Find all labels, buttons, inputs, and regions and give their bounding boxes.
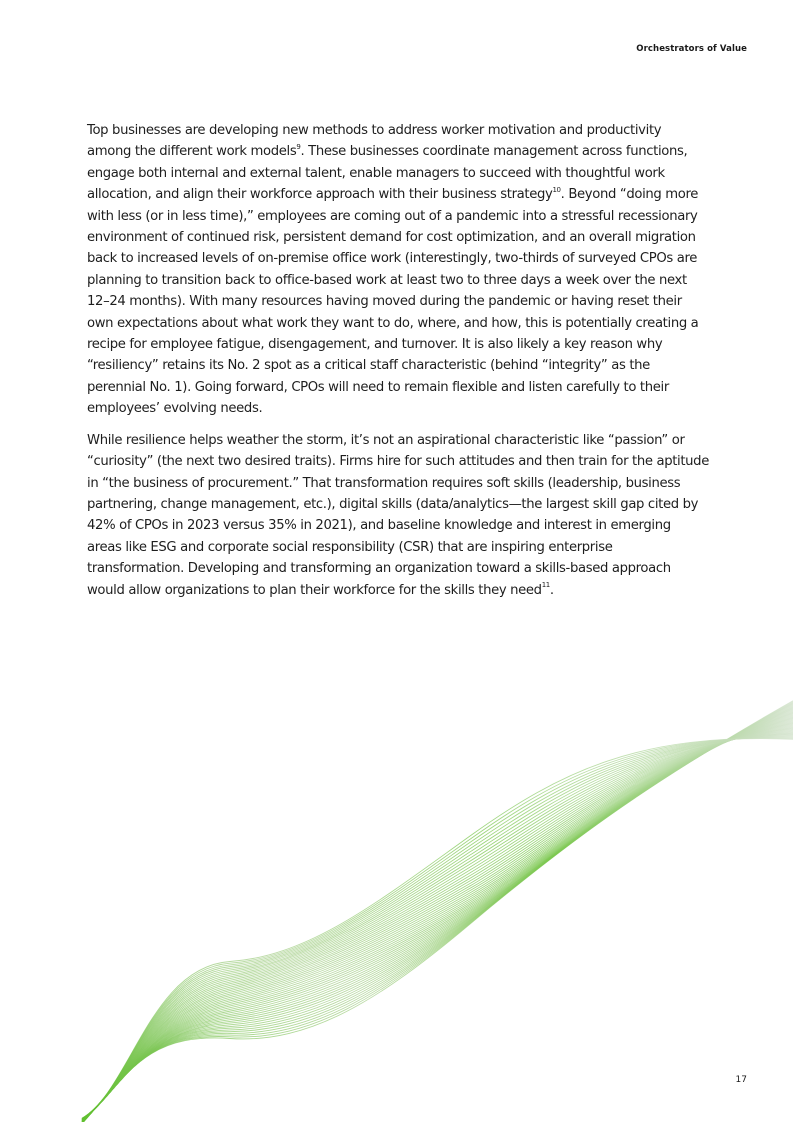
wave-line (82, 728, 793, 1120)
wave-line (82, 719, 793, 1121)
page-number: 17 (735, 1075, 747, 1085)
running-header-title: Orchestrators of Value (636, 44, 747, 54)
paragraph-1 (87, 120, 709, 420)
wave-line (82, 720, 793, 1121)
wave-line (82, 707, 793, 1122)
wave-line (82, 723, 793, 1121)
wave-line (82, 725, 793, 1121)
wave-line (82, 715, 793, 1121)
paragraph-1-text-c: . Beyond “doing more with less (or in less time),” employees are coming out of a pandemic into a stressful recessionary environment of continued risk, persistent demand for cost optimization, and an overall migration back to increased levels of on-premise office work (interestingly, two-thirds of surveyed CPOs are planning to transition back to office-based work at least two to three days a week over the next 12–24 months). With many resources having moved during the pandemic or having reset their own expectations about what work they want to do, where, and how, this is potentially creating a recipe for employee fatigue, disengagement, and turnover. It is also likely a key reason why “resiliency” retains its No. 2 spot as a critical staff characteristic (behind “integrity” as the perennial No. 1). Going forward, CPOs will need to remain flexible and listen carefully to their employees’ evolving needs. (87, 187, 699, 417)
paragraph-2-text-b: . (549, 582, 554, 598)
wave-line (82, 729, 793, 1120)
paragraph-2 (87, 430, 709, 601)
decorative-wave-ribbon (0, 700, 793, 1122)
wave-line (82, 708, 793, 1122)
paragraph-1-text-b: . These businesses coordinate management across functions, engage both internal and external talent, enable managers to succeed with thoughtful work allocation, and align their workforce approach with their business strategy (87, 144, 688, 203)
wave-line (82, 727, 793, 1120)
wave-line (82, 736, 793, 1119)
wave-line (82, 720, 793, 1121)
wave-line (82, 702, 793, 1122)
wave-line (82, 732, 793, 1120)
wave-line (82, 711, 793, 1122)
wave-line (82, 706, 793, 1122)
wave-line (82, 703, 793, 1122)
wave-line (82, 714, 793, 1121)
wave-line (82, 710, 793, 1122)
footnote-ref-9: 9 (296, 143, 301, 152)
footnote-ref-11: 11 (541, 581, 550, 590)
wave-line (82, 724, 793, 1121)
wave-ribbon-lines (82, 701, 793, 1122)
paragraph-2-text-a: While resilience helps weather the storm, it’s not an aspirational characteristic like “passion” or “curiosity” (the next two desired traits). Firms hire for such attitudes and then train for the aptitude in “the business of procurement.” That transformation requires soft skills (leadership, business partnering, change management, etc.), digital skills (data/analytics—the largest skill gap cited by 42% of CPOs in 2023 versus 35% in 2021), and baseline knowledge and interest in emerging areas like ESG and corporate social responsibility (CSR) that are inspiring enterprise transformation. Developing and transforming an organization toward a skills-based approach would allow organizations to plan their workforce for the skills they need (87, 432, 709, 598)
wave-line (82, 737, 793, 1119)
article-body (87, 120, 709, 611)
paragraph-1-text-a: Top businesses are developing new methods to address worker motivation and productivity among the different work models (87, 123, 662, 160)
wave-line (82, 732, 793, 1119)
footnote-ref-10: 10 (552, 185, 561, 194)
